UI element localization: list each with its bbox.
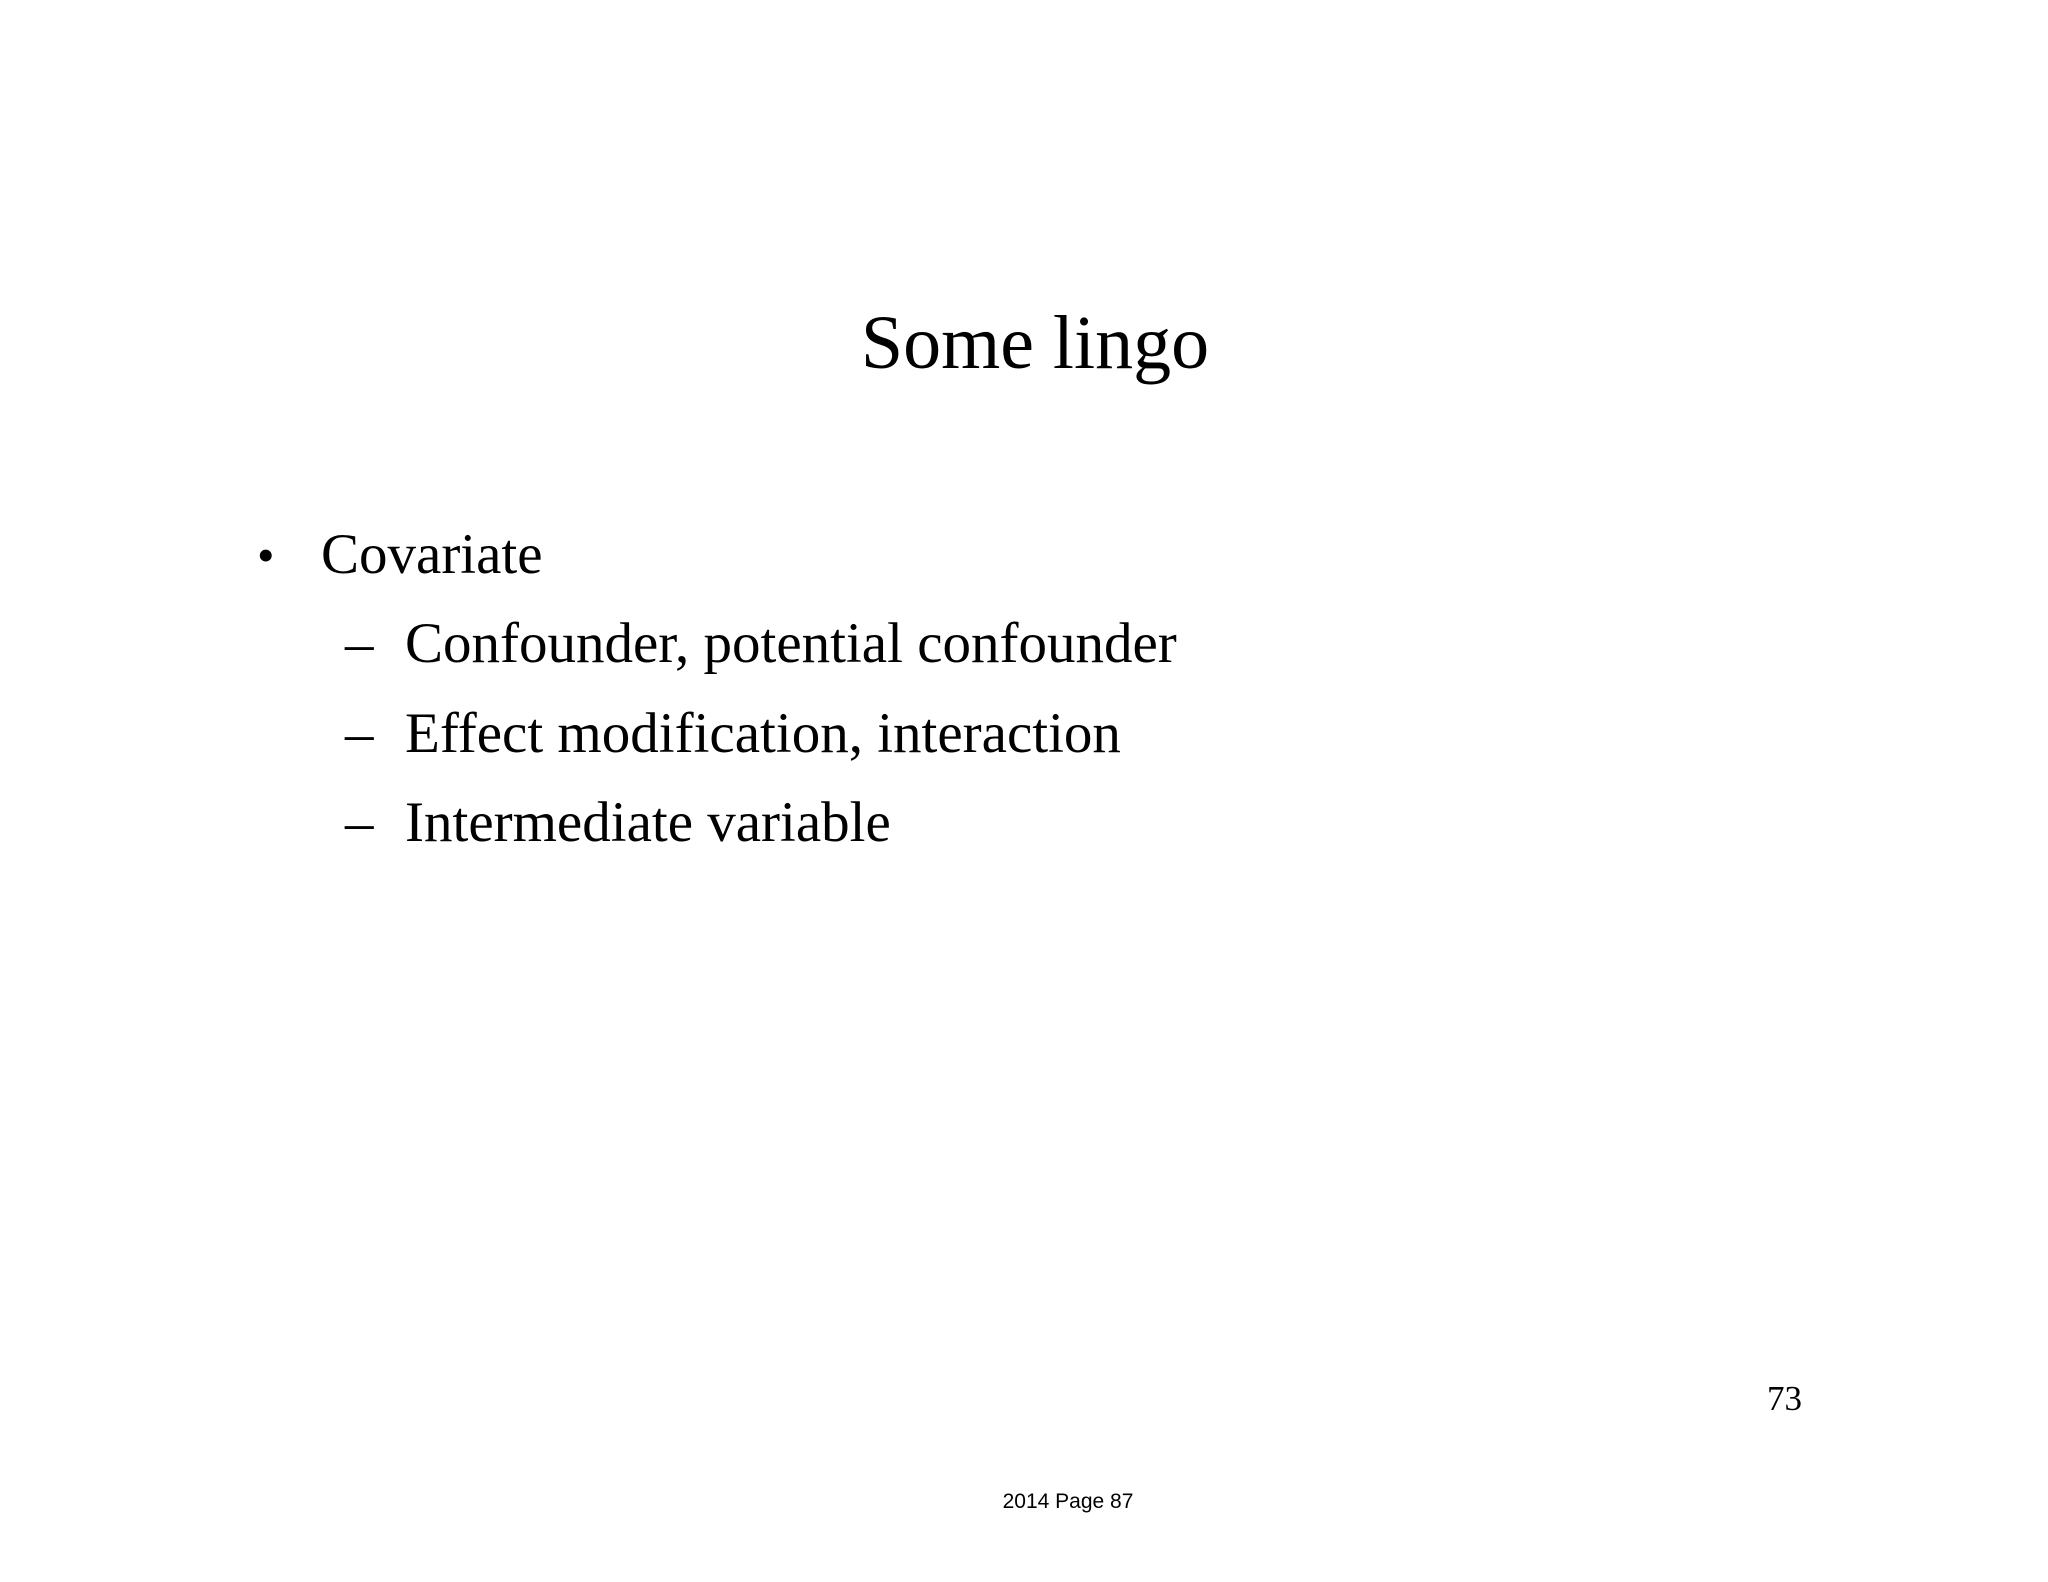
page-footer: 2014 Page 87	[1002, 1490, 1134, 1513]
sub-bullet-text: Intermediate variable	[405, 791, 891, 854]
dash-marker: –	[345, 791, 374, 854]
bullet-text: Covariate	[321, 523, 543, 586]
dash-marker: –	[345, 612, 374, 675]
slide-title: Some lingo	[860, 301, 1210, 385]
bullet-marker: •	[257, 527, 275, 583]
dash-marker: –	[345, 702, 374, 765]
slide-number: 73	[1767, 1379, 1802, 1418]
sub-bullet-text: Confounder, potential confounder	[405, 612, 1177, 675]
sub-bullet-text: Effect modification, interaction	[405, 702, 1121, 765]
